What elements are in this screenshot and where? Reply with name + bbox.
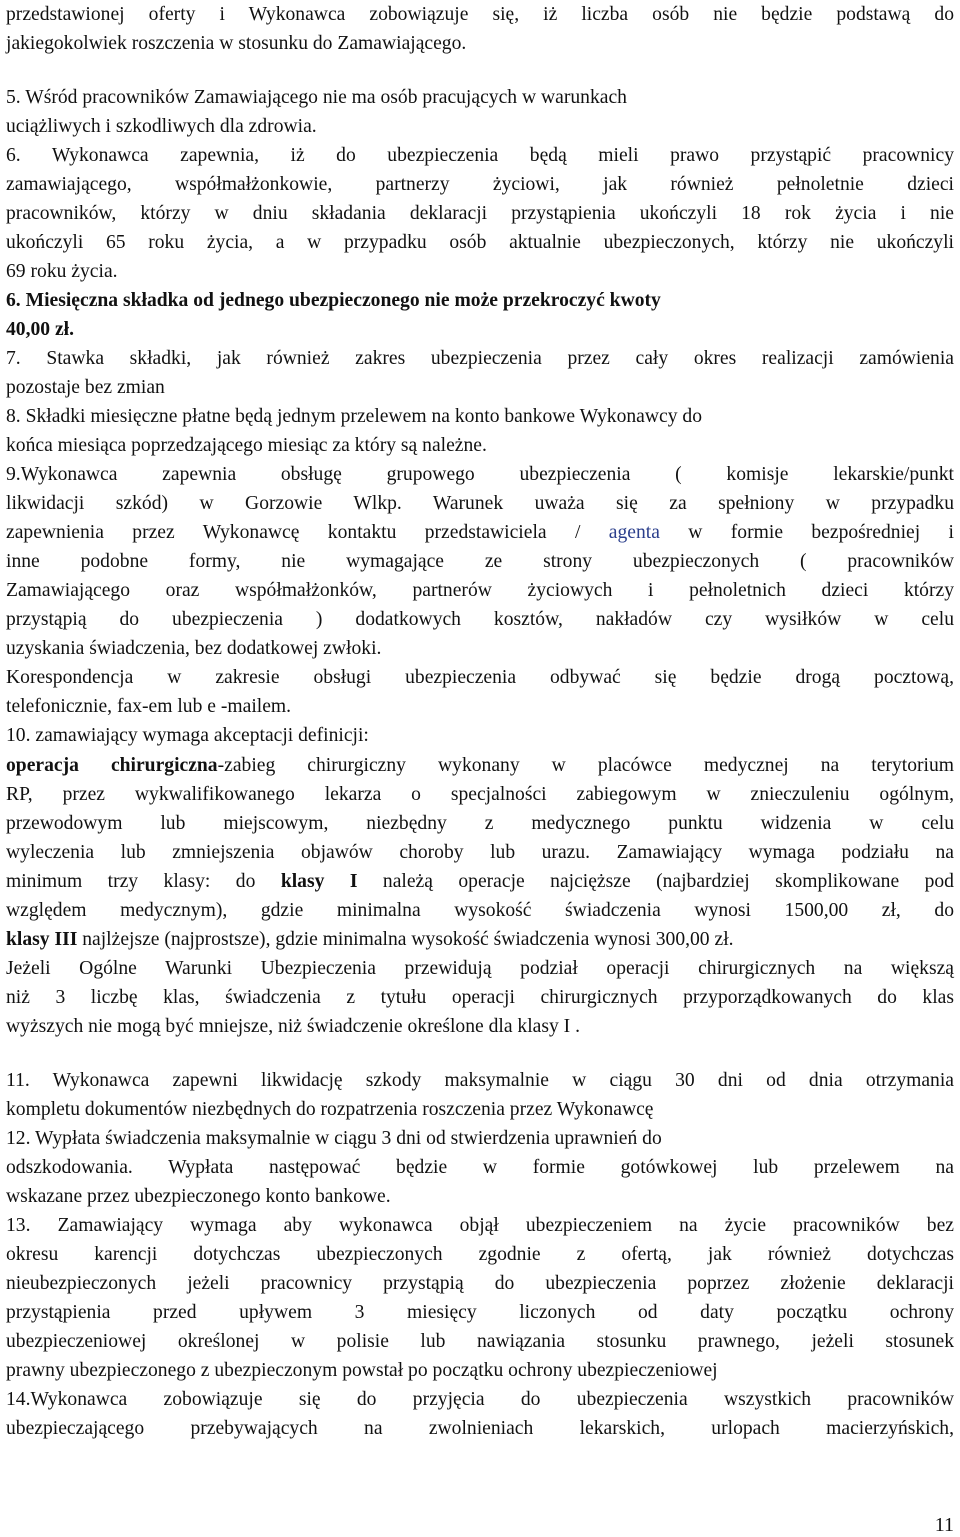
line-segment: uzyskania świadczenia, bez dodatkowej zwłoki. <box>6 638 382 659</box>
line-segment: jakiegokolwiek roszczenia w stosunku do Zamawiającego. <box>6 33 467 54</box>
text-line <box>6 402 954 431</box>
text-line <box>6 0 954 29</box>
text-line <box>6 257 954 286</box>
line-segment: najlżejsze (najprostsze), gdzie minimalna wysokość świadczenia wynosi 300,00 zł. <box>77 929 734 950</box>
line-segment: prawny ubezpieczonego z ubezpieczonym powstał po początku ochrony ubezpieczeniowej <box>6 1360 718 1381</box>
text-line <box>6 489 954 518</box>
line-segment: 69 roku życia. <box>6 261 118 282</box>
line-segment: 10. zamawiający wymaga akceptacji definicji: <box>6 725 369 746</box>
text-line <box>6 518 954 547</box>
page-number: 11 <box>934 1514 954 1536</box>
line-segment: 6. Wykonawca zapewnia, iż do ubezpieczenia będą mieli prawo przystąpić pracownicy <box>6 145 954 166</box>
text-line <box>6 141 954 170</box>
text-line <box>6 1298 954 1327</box>
line-segment: 40,00 zł. <box>6 319 75 340</box>
line-segment: przystąpią do ubezpieczenia ) dodatkowych kosztów, nakładów czy wysiłków w celu <box>6 609 954 630</box>
line-segment: 5. Wśród pracowników Zamawiającego nie ma osób pracujących w warunkach <box>6 87 627 108</box>
line-segment: uciążliwych i szkodliwych dla zdrowia. <box>6 116 317 137</box>
line-segment: ubezpieczeniowej określonej w polisie lub nawiązania stosunku prawnego, jeżeli stosunek <box>6 1331 954 1352</box>
text-line <box>6 29 954 58</box>
text-line <box>6 1095 954 1124</box>
text-line <box>6 1012 954 1041</box>
text-line <box>6 1153 954 1182</box>
line-segment: wskazane przez ubezpieczonego konto bankowe. <box>6 1186 391 1207</box>
line-segment: 7. Stawka składki, jak również zakres ubezpieczenia przez cały okres realizacji zamówienia <box>6 348 954 369</box>
text-line <box>6 170 954 199</box>
text-line <box>6 315 954 344</box>
line-segment: zapewnienia przez Wykonawcę kontaktu przedstawiciela / <box>6 522 609 543</box>
line-segment: inne podobne formy, nie wymagające ze strony ubezpieczonych ( pracowników <box>6 551 954 572</box>
line-segment: względem medycznym), gdzie minimalna wysokość świadczenia wynosi 1500,00 zł, do <box>6 900 954 921</box>
line-segment: 12. Wypłata świadczenia maksymalnie w ciągu 3 dni od stwierdzenia uprawnień do <box>6 1128 662 1149</box>
line-segment: okresu karencji dotychczas ubezpieczonych zgodnie z ofertą, jak również dotychczas <box>6 1244 954 1265</box>
text-line <box>6 1269 954 1298</box>
line-segment: RP, przez wykwalifikowanego lekarza o specjalności zabiegowym w znieczuleniu ogólnym, <box>6 784 954 805</box>
text-line <box>6 286 954 315</box>
text-line <box>6 1066 954 1095</box>
line-segment: 14.Wykonawca zobowiązuje się do przyjęcia do ubezpieczenia wszystkich pracowników <box>6 1389 954 1410</box>
text-line <box>6 460 954 489</box>
text-line <box>6 344 954 373</box>
line-segment: klasy III <box>6 929 78 950</box>
text-line <box>6 1240 954 1269</box>
text-line <box>6 721 954 750</box>
line-segment: klasy I <box>280 871 358 892</box>
text-line <box>6 751 954 780</box>
line-segment: pracowników, którzy w dniu składania deklaracji przystąpienia ukończyli 18 rok życia i nie <box>6 203 954 224</box>
text-line <box>6 896 954 925</box>
text-line <box>6 925 954 954</box>
text-line <box>6 431 954 460</box>
line-segment: telefonicznie, fax-em lub e -mailem. <box>6 696 292 717</box>
line-segment: zamawiającego, współmałżonkowie, partnerzy życiowi, jak również pełnoletnie dzieci <box>6 174 954 195</box>
text-line <box>6 605 954 634</box>
line-segment: likwidacji szkód) w Gorzowie Wlkp. Warunek uważa się za spełniony w przypadku <box>6 493 954 514</box>
line-segment: niż 3 liczbę klas, świadczenia z tytułu operacji chirurgicznych przyporządkowanych do klas <box>6 987 954 1008</box>
text-line <box>6 83 954 112</box>
text-line <box>6 780 954 809</box>
line-segment: końca miesiąca poprzedzającego miesiąc za który są należne. <box>6 435 487 456</box>
text-line <box>6 199 954 228</box>
text-line <box>6 1182 954 1211</box>
text-line <box>6 228 954 257</box>
line-segment: pozostaje bez zmian <box>6 377 165 398</box>
line-segment: wyższych nie mogą być mniejsze, niż świadczenie określone dla klasy I . <box>6 1016 581 1037</box>
line-segment: wyleczenia lub zmniejszenia objawów choroby lub urazu. Zamawiający wymaga podziału na <box>6 842 954 863</box>
line-segment: 13. Zamawiający wymaga aby wykonawca objął ubezpieczeniem na życie pracowników bez <box>6 1215 954 1236</box>
text-line <box>6 663 954 692</box>
text-line <box>6 838 954 867</box>
text-line <box>6 867 954 896</box>
text-line <box>6 692 954 721</box>
text-line <box>6 983 954 1012</box>
line-segment: Korespondencja w zakresie obsługi ubezpieczenia odbywać się będzie drogą pocztową, <box>6 667 954 688</box>
text-line <box>6 809 954 838</box>
agent-link-text: agenta <box>608 522 660 543</box>
line-segment: nieubezpieczonych jeżeli pracownicy przystąpią do ubezpieczenia poprzez złożenie deklaracji <box>6 1273 954 1294</box>
line-segment: Jeżeli Ogólne Warunki Ubezpieczenia przewidują podział operacji chirurgicznych na większą <box>6 958 954 979</box>
line-segment: przewodowym lub miejscowym, niezbędny z medycznego punktu widzenia w celu <box>6 813 954 834</box>
text-line <box>6 1124 954 1153</box>
text-line <box>6 954 954 983</box>
line-segment: przedstawionej oferty i Wykonawca zobowiązuje się, iż liczba osób nie będzie podstawą do <box>6 4 954 25</box>
line-segment: należą operacje najcięższe (najbardziej skomplikowane pod <box>357 871 954 892</box>
line-segment: operacja chirurgiczna <box>6 755 218 776</box>
text-line <box>6 112 954 141</box>
line-segment: Zamawiającego oraz współmałżonków, partnerów życiowych i pełnoletnich dzieci którzy <box>6 580 954 601</box>
line-segment: kompletu dokumentów niezbędnych do rozpatrzenia roszczenia przez Wykonawcę <box>6 1099 654 1120</box>
line-segment: minimum trzy klasy: do <box>6 871 281 892</box>
line-segment: w formie bezpośredniej i <box>659 522 954 543</box>
text-line <box>6 576 954 605</box>
line-segment: ubezpieczającego przebywających na zwolnieniach lekarskich, urlopach macierzyńskich, <box>6 1418 954 1439</box>
text-line <box>6 1211 954 1240</box>
text-line <box>6 1385 954 1414</box>
line-segment: 8. Składki miesięczne płatne będą jednym przelewem na konto bankowe Wykonawcy do <box>6 406 702 427</box>
line-segment: odszkodowania. Wypłata następować będzie w formie gotówkowej lub przelewem na <box>6 1157 954 1178</box>
text-line <box>6 1414 954 1443</box>
line-segment: przystąpienia przed upływem 3 miesięcy liczonych od daty początku ochrony <box>6 1302 954 1323</box>
line-segment: 11. Wykonawca zapewni likwidację szkody maksymalnie w ciągu 30 dni od dnia otrzymania <box>6 1070 954 1091</box>
text-line <box>6 373 954 402</box>
line-segment: -zabieg chirurgiczny wykonany w placówce medycznej na terytorium <box>217 755 954 776</box>
line-segment: 6. Miesięczna składka od jednego ubezpieczonego nie może przekroczyć kwoty <box>6 290 661 311</box>
text-line <box>6 1356 954 1385</box>
text-line <box>6 1327 954 1356</box>
line-segment: ukończyli 65 roku życia, a w przypadku osób aktualnie ubezpieczonych, którzy nie ukończyli <box>6 232 954 253</box>
text-line <box>6 634 954 663</box>
line-segment: 9.Wykonawca zapewnia obsługę grupowego ubezpieczenia ( komisje lekarskie/punkt <box>6 464 954 485</box>
text-line <box>6 547 954 576</box>
